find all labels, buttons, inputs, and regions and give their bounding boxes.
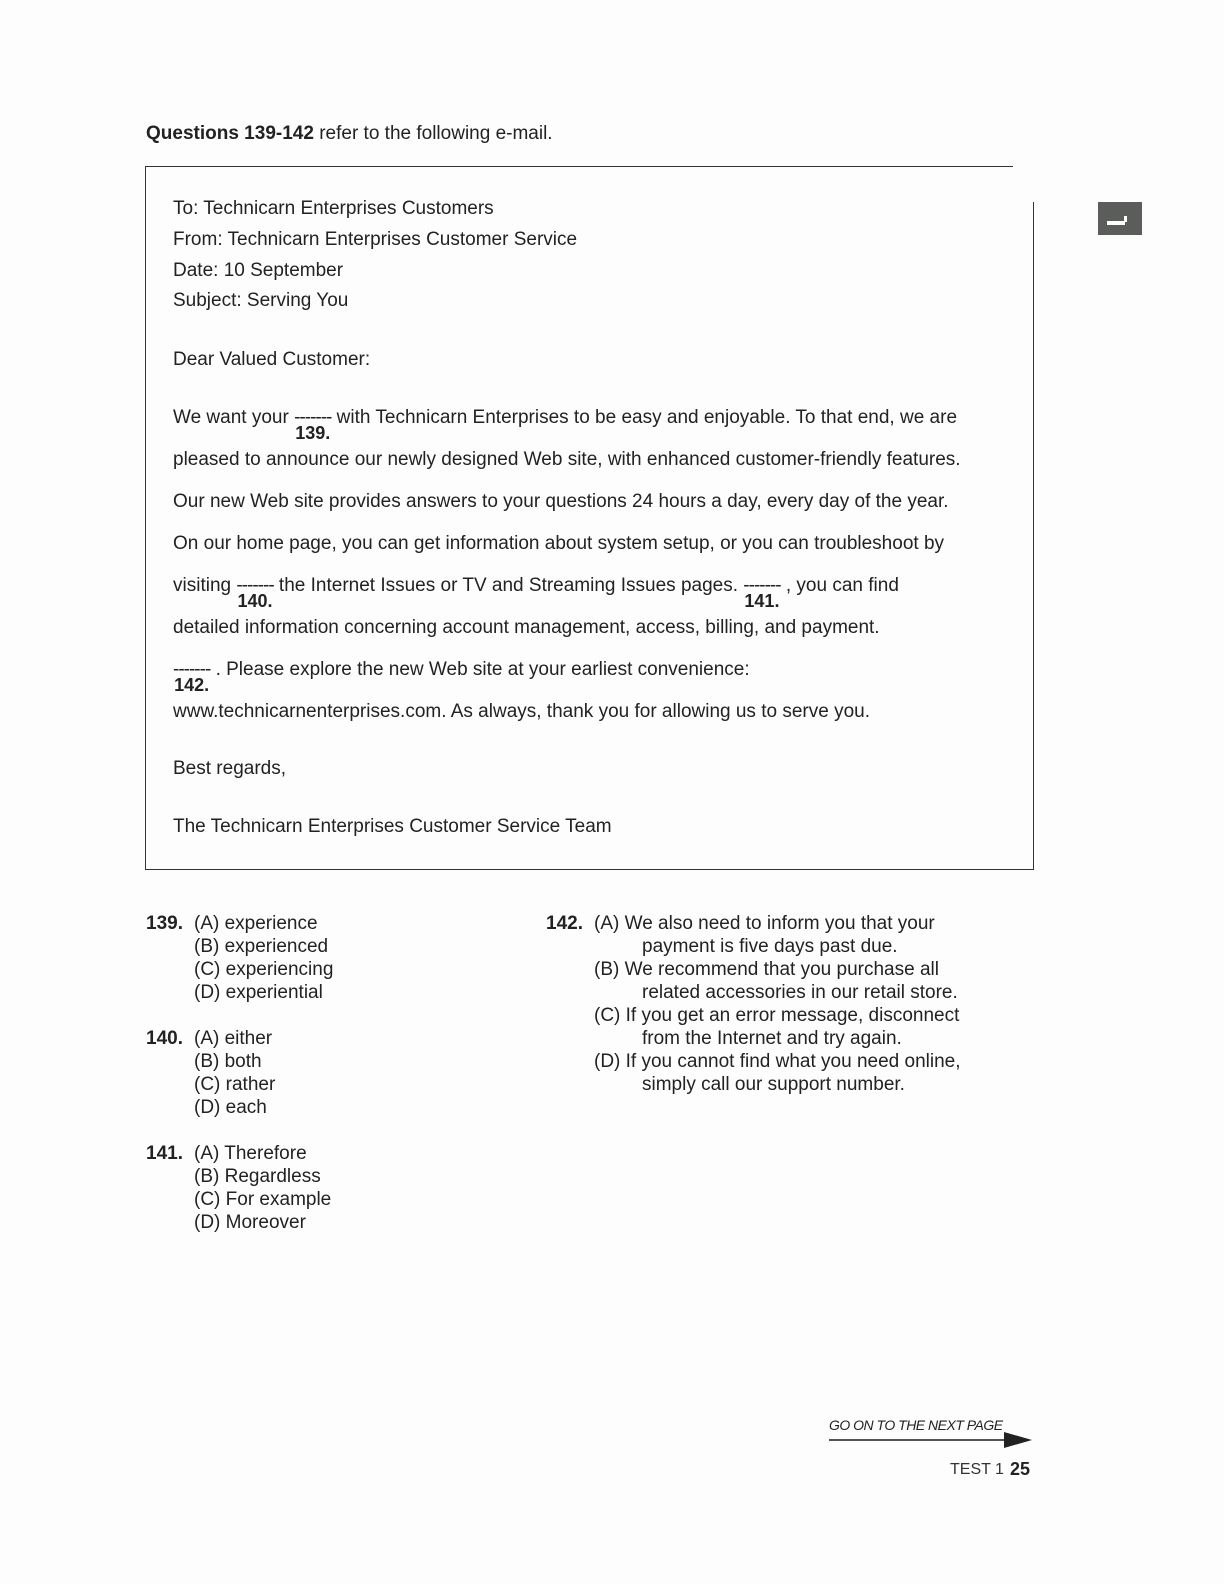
questions-header: Questions 139-142 refer to the following e-mail. [146,123,553,144]
email-line: Our new Web site provides answers to your questions 24 hours a day, every day of the year. [173,491,949,512]
email-from: From: Technicarn Enterprises Customer Service [173,229,578,250]
go-on-next-page: GO ON TO THE NEXT PAGE [829,1417,1003,1433]
blank-139: ------- 139. [294,407,332,443]
option-b[interactable]: (B) We recommend that you purchase all [594,959,939,980]
option-c[interactable]: (C) For example [194,1189,332,1210]
email-line: ------- 142. . Please explore the new Web site at your earliest convenience: [173,659,750,695]
option-b[interactable]: (B) experienced [194,936,329,957]
option-d[interactable]: (D) Moreover [194,1212,306,1233]
option-a[interactable]: (A) Therefore [194,1143,307,1164]
option-c[interactable]: (C) If you get an error message, disconnect [594,1005,960,1026]
email-greeting: Dear Valued Customer: [173,349,371,370]
option-c[interactable]: (C) rather [194,1074,276,1095]
test-label: TEST 1 [950,1461,1004,1478]
blank-140: ------- 140. [236,575,274,611]
option-b[interactable]: (B) both [194,1051,262,1072]
email-date: Date: 10 September [173,260,344,281]
email-line: detailed information concerning account management, access, billing, and payment. [173,617,880,638]
option-a[interactable]: (A) experience [194,913,318,934]
email-to: To: Technicarn Enterprises Customers [173,198,494,219]
email-line: On our home page, you can get information about system setup, or you can troubleshoot by [173,533,945,554]
email-line: visiting ------- 140. the Internet Issues or TV and Streaming Issues pages. ------- 141. , you can find [173,575,899,611]
email-closing: Best regards, [173,758,286,779]
blank-142: ------- 142. [173,659,211,695]
page-number: 25 [1010,1459,1031,1479]
test-page: Questions 139-142 refer to the following e-mail. To: Technicarn Enterprises Customers From: Technicarn Enterprises Customer Service Date: 10 September Subject: Serving You Dear Valued Customer: We want your ------- 139. with Technicarn Enterprises to be easy and enjoyable. To that end, we are pleased to announce our newly designed Web site, with enhanced customer-friendly features. Our new Web site provides answers to your questions 24 hours a day, every day of the year. On our home page, you can get information about system setup, or you can troubleshoot by visiting ------- 140. the Internet Issues or TV and Streaming Issues pages. ------- 141. , you can find detailed information concerning account management, access, billing, and payment. ------- 142. . Please explore the new Web site at your earliest convenience: www.technicarnenterprises.com. As always, thank you for allowing us to serve you. Best regards, The Technicarn Enterprises Customer Service Team 139. (A) experience (B) experienced (C) experiencing (D) experiential 140. (A) either (B) both (C) rather (D) each 141. (A) Therefore (B) Regardless (C) For example (D) Moreover 142. (A) We also need to inform you that your payment is five days past due. (B) We recommend that you purchase all related accessories in our retail store. (C) If you get an error message, disconnect from the Internet and try again. (D) If you cannot find what you need online, simply call our support number. GO ON TO THE NEXT PAGE TEST 1 25 [0,0,1224,1584]
option-a[interactable]: (A) either [194,1028,273,1049]
option-d[interactable]: (D) If you cannot find what you need online, [594,1051,961,1072]
email-signature: The Technicarn Enterprises Customer Service Team [173,816,612,837]
option-d[interactable]: (D) experiential [194,982,323,1003]
option-c[interactable]: (C) experiencing [194,959,334,980]
email-line: We want your ------- 139. with Technicarn Enterprises to be easy and enjoyable. To that end, we are [173,407,958,443]
email-line: pleased to announce our newly designed Web site, with enhanced customer-friendly features. [173,449,961,470]
option-b[interactable]: (B) Regardless [194,1166,321,1187]
option-d[interactable]: (D) each [194,1097,267,1118]
section-tab-icon [1098,202,1142,235]
option-a[interactable]: (A) We also need to inform you that your [594,913,935,934]
blank-141: ------- 141. [743,575,781,611]
email-subject: Subject: Serving You [173,290,349,311]
email-line: www.technicarnenterprises.com. As always, thank you for allowing us to serve you. [173,701,870,722]
